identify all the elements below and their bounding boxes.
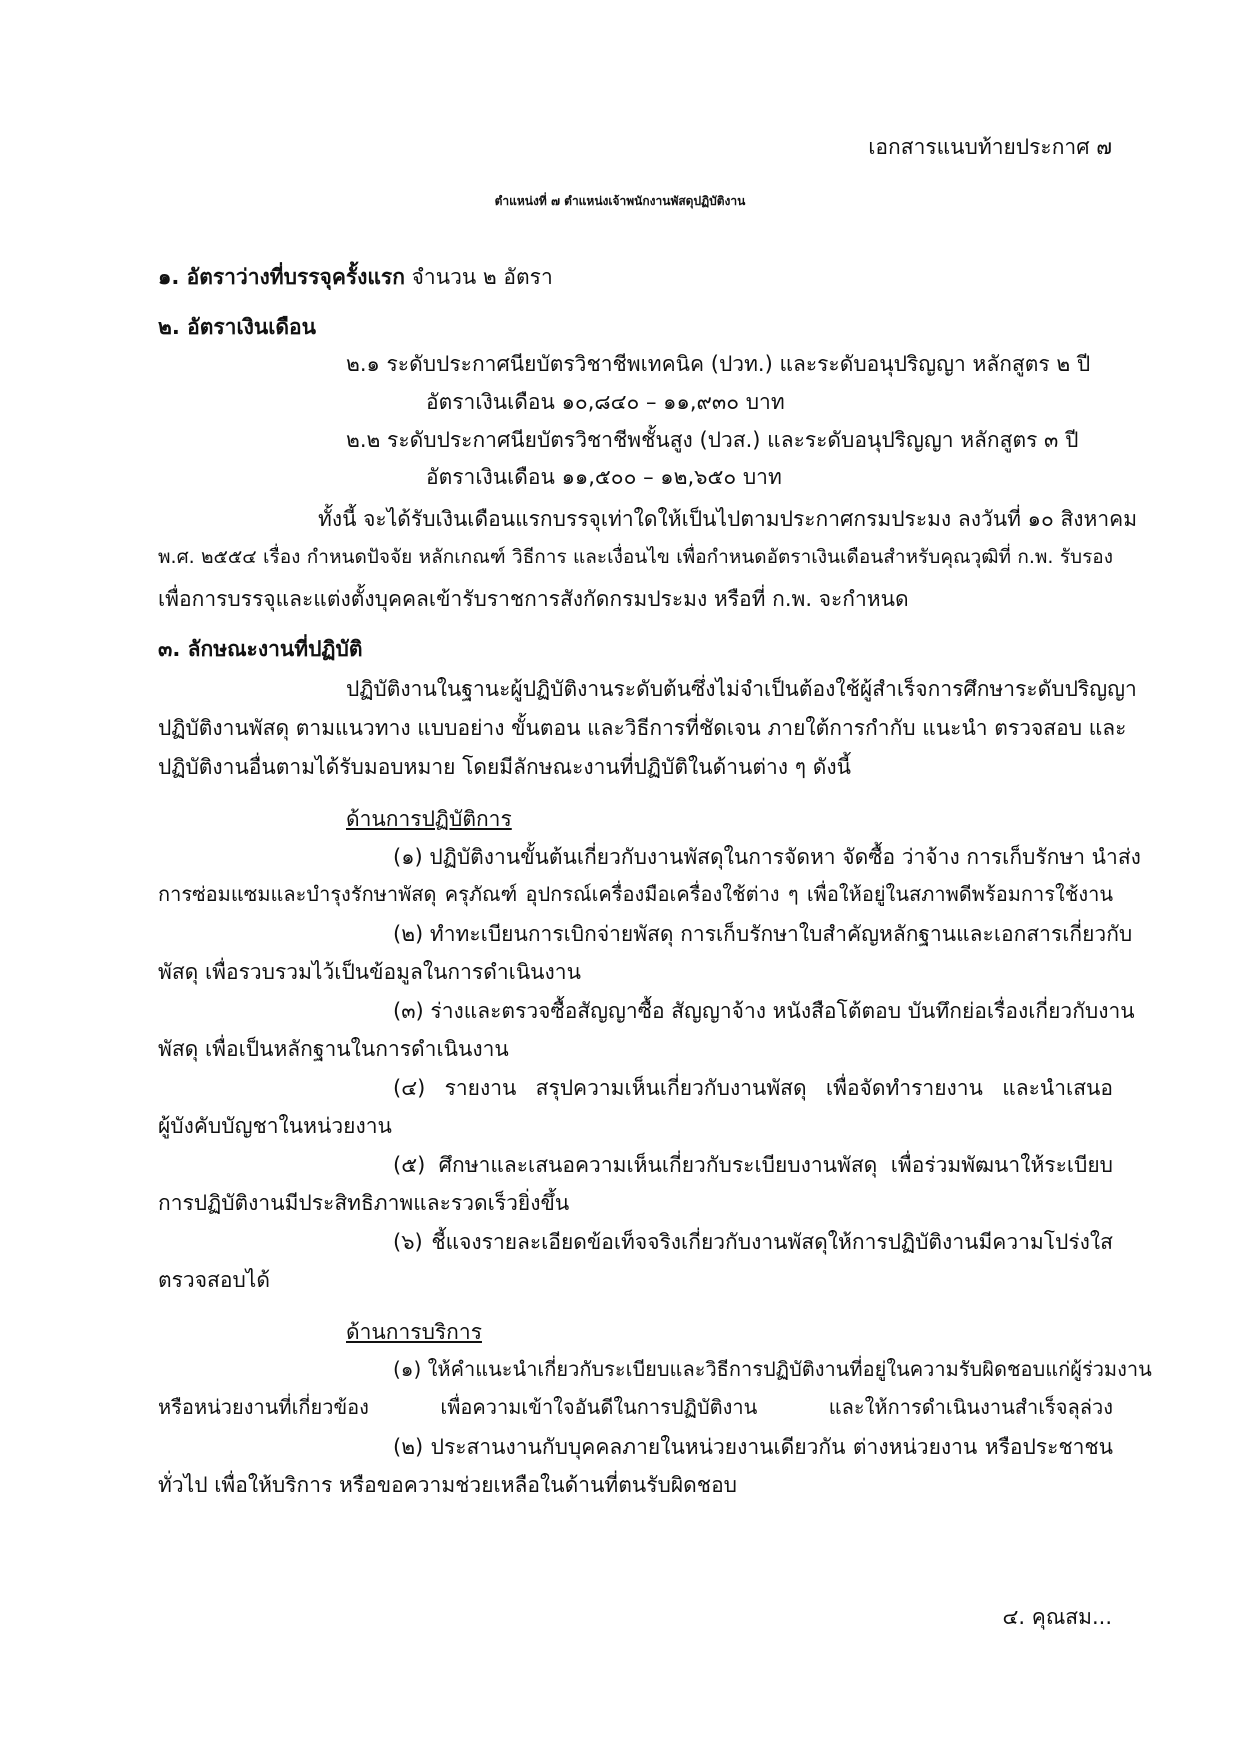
operations-item-1-line-2: การซ่อมแซมและบำรุงรักษาพัสดุ ครุภัณฑ์ อุปกรณ์เครื่องมือเครื่องใช้ต่าง ๆ เพื่อให้อยู่ในสภาพดีพร้อมการใช้งาน	[158, 882, 1113, 906]
operations-item-2-line-2: พัสดุ เพื่อรวบรวมไว้เป็นข้อมูลในการดำเนินงาน	[158, 960, 581, 984]
duties-intro-line-3: ปฏิบัติงานอื่นตามได้รับมอบหมาย โดยมีลักษณะงานที่ปฏิบัติในด้านต่าง ๆ ดังนี้	[158, 755, 851, 779]
salary-note-line-1: ทั้งนี้ จะได้รับเงินเดือนแรกบรรจุเท่าใดให้เป็นไปตามประกาศกรมประมง ลงวันที่ ๑๐ สิงหาคม	[318, 507, 1138, 531]
salary-item-2: ๒.๒ ระดับประกาศนียบัตรวิชาชีพชั้นสูง (ปวส.) และระดับอนุปริญญา หลักสูตร ๓ ปี	[346, 428, 1079, 452]
duties-intro-line-1: ปฏิบัติงานในฐานะผู้ปฏิบัติงานระดับต้นซึ่งไม่จำเป็นต้องใช้ผู้สำเร็จการศึกษาระดับปริญญา	[346, 677, 1137, 701]
operations-item-6-line-2: ตรวจสอบได้	[158, 1268, 270, 1292]
operations-item-4-line-1: (๔) รายงาน สรุปความเห็นเกี่ยวกับงานพัสดุ เพื่อจัดทำรายงาน และนำเสนอ	[393, 1076, 1113, 1100]
continuation-marker: ๔. คุณสม...	[1002, 1605, 1112, 1629]
annex-label: เอกสารแนบท้ายประกาศ ๗	[868, 135, 1112, 159]
section-3-heading: ๓. ลักษณะงานที่ปฏิบัติ	[158, 637, 363, 661]
section-1-text: จำนวน ๒ อัตรา	[411, 265, 553, 289]
operations-item-3-line-2: พัสดุ เพื่อเป็นหลักฐานในการดำเนินงาน	[158, 1037, 509, 1061]
salary-item-1: ๒.๑ ระดับประกาศนียบัตรวิชาชีพเทคนิค (ปวท.) และระดับอนุปริญญา หลักสูตร ๒ ปี	[346, 352, 1091, 376]
operations-item-4-line-2: ผู้บังคับบัญชาในหน่วยงาน	[158, 1114, 392, 1138]
services-heading: ด้านการบริการ	[346, 1320, 482, 1344]
operations-item-5-line-2: การปฏิบัติงานมีประสิทธิภาพและรวดเร็วยิ่งขึ้น	[158, 1191, 570, 1215]
section-1-heading: ๑. อัตราว่างที่บรรจุครั้งแรก	[158, 265, 405, 289]
salary-item-2-amount: อัตราเงินเดือน ๑๑,๕๐๐ – ๑๒,๖๕๐ บาท	[426, 465, 782, 489]
duties-intro-line-2: ปฏิบัติงานพัสดุ ตามแนวทาง แบบอย่าง ขั้นตอน และวิธีการที่ชัดเจน ภายใต้การกำกับ แนะนำ ตรวจสอบ และ	[158, 716, 1127, 740]
operations-heading: ด้านการปฏิบัติการ	[346, 807, 512, 831]
services-item-2-line-1: (๒) ประสานงานกับบุคคลภายในหน่วยงานเดียวกัน ต่างหน่วยงาน หรือประชาชน	[393, 1435, 1113, 1459]
salary-item-1-amount: อัตราเงินเดือน ๑๐,๘๔๐ – ๑๑,๙๓๐ บาท	[426, 390, 785, 414]
services-item-1-line-1: (๑) ให้คำแนะนำเกี่ยวกับระเบียบและวิธีการปฏิบัติงานที่อยู่ในความรับผิดชอบแก่ผู้ร่วมงาน	[393, 1357, 1152, 1381]
salary-note-line-3: เพื่อการบรรจุและแต่งตั้งบุคคลเข้ารับราชการสังกัดกรมประมง หรือที่ ก.พ. จะกำหนด	[158, 587, 909, 611]
position-title: ตำแหน่งที่ ๗ ตำแหน่งเจ้าพนักงานพัสดุปฏิบัติงาน	[494, 194, 746, 208]
services-item-1-line-2: หรือหน่วยงานที่เกี่ยวข้อง เพื่อความเข้าใจอันดีในการปฏิบัติงาน และให้การดำเนินงานสำเร็จลุล่วง	[158, 1395, 1113, 1419]
operations-item-2-line-1: (๒) ทำทะเบียนการเบิกจ่ายพัสดุ การเก็บรักษาใบสำคัญหลักฐานและเอกสารเกี่ยวกับ	[393, 922, 1133, 946]
operations-item-1-line-1: (๑) ปฏิบัติงานขั้นต้นเกี่ยวกับงานพัสดุในการจัดหา จัดซื้อ ว่าจ้าง การเก็บรักษา นำส่ง	[393, 845, 1141, 869]
operations-item-6-line-1: (๖) ชี้แจงรายละเอียดข้อเท็จจริงเกี่ยวกับงานพัสดุให้การปฏิบัติงานมีความโปร่งใส	[393, 1230, 1113, 1254]
section-2-heading: ๒. อัตราเงินเดือน	[158, 315, 317, 339]
operations-item-5-line-1: (๕) ศึกษาและเสนอความเห็นเกี่ยวกับระเบียบงานพัสดุ เพื่อร่วมพัฒนาให้ระเบียบ	[393, 1153, 1113, 1177]
section-1	[158, 263, 553, 291]
operations-item-3-line-1: (๓) ร่างและตรวจซื้อสัญญาซื้อ สัญญาจ้าง หนังสือโต้ตอบ บันทึกย่อเรื่องเกี่ยวกับงาน	[393, 999, 1135, 1023]
salary-note-line-2: พ.ศ. ๒๕๕๔ เรื่อง กำหนดปัจจัย หลักเกณฑ์ วิธีการ และเงื่อนไข เพื่อกำหนดอัตราเงินเดือนสำหรับคุณวุฒิที่ ก.พ. รับรอง	[158, 546, 1113, 568]
services-item-2-line-2: ทั่วไป เพื่อให้บริการ หรือขอความช่วยเหลือในด้านที่ตนรับผิดชอบ	[158, 1473, 738, 1497]
